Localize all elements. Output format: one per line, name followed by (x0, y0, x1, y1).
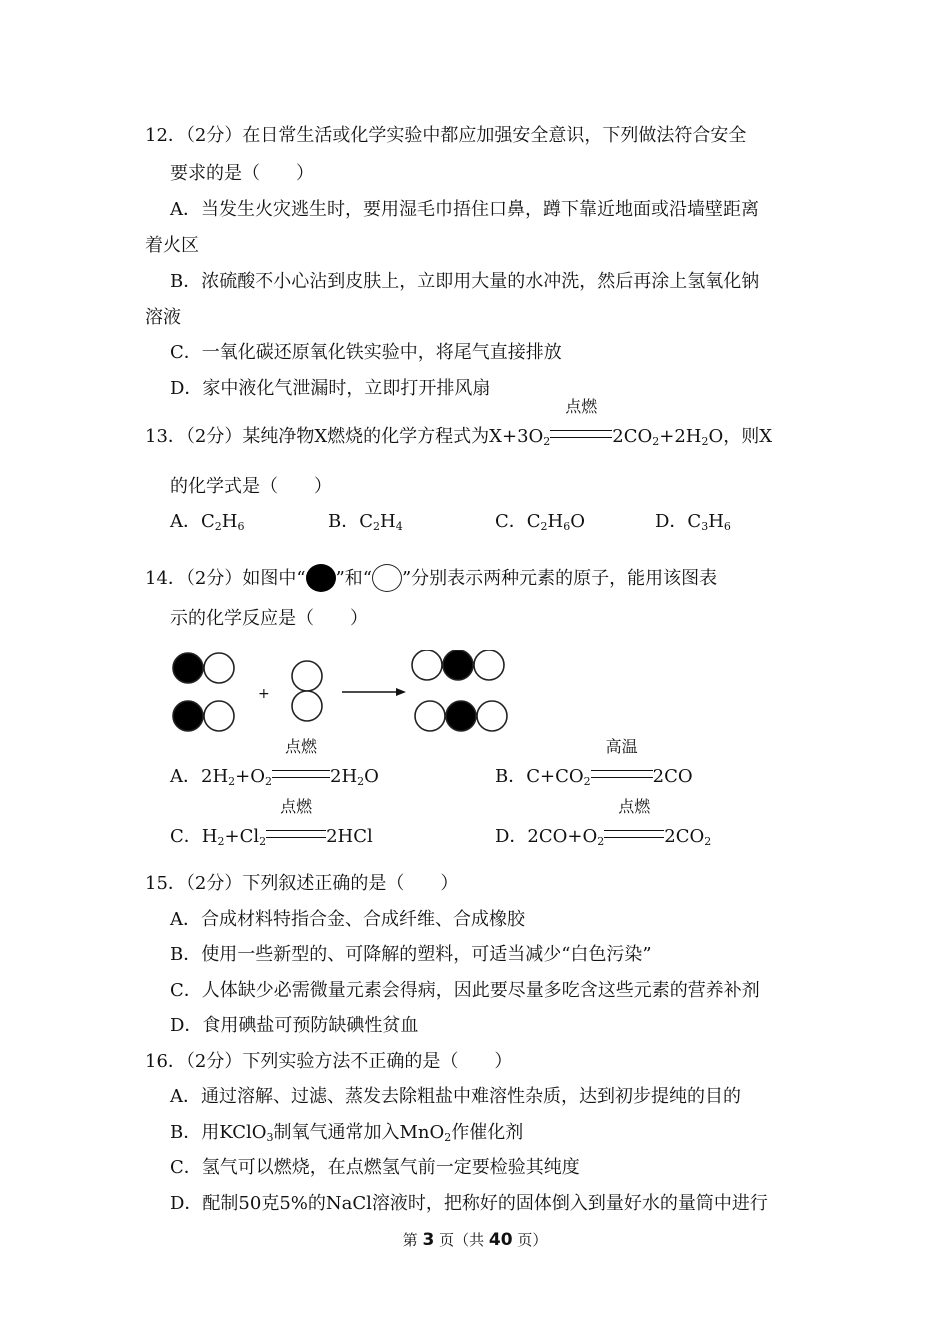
q15-option-b: B．使用一些新型的、可降解的塑料，可适当减少“白色污染” (170, 944, 652, 965)
q14-b-condition: 高温 (591, 765, 653, 789)
q12-option-a-line2: 着火区 (145, 235, 199, 256)
q12-stem-line1: 12．（2分）在日常生活或化学实验中都应加强安全意识，下列做法符合安全 (145, 125, 747, 146)
q12-option-c: C．一氧化碳还原氧化铁实验中，将尾气直接排放 (170, 342, 562, 363)
arrow-head-icon (396, 688, 406, 696)
q13-stem-line1: 13．（2分）某纯净物X燃烧的化学方程式为$X+3O_2$ 点燃 $2CO_2+2H_2O$，则X (145, 397, 773, 448)
q16-option-c: C．氢气可以燃烧，在点燃氢气前一定要检验其纯度 (170, 1157, 580, 1178)
q13-option-d: D．$C_3H_6$ (655, 511, 731, 533)
q16-option-d: D．配制50克5%的NaCl溶液时，把称好的固体倒入到量好水的量筒中进行 (170, 1193, 768, 1214)
q12-option-b-line2: 溶液 (145, 307, 181, 328)
q14-c-condition: 点燃 (266, 825, 326, 849)
q13-stem-pre: 13．（2分）某纯净物X燃烧的化学方程式为X+3O (145, 426, 544, 447)
q12-option-d: D．家中液化气泄漏时，立即打开排风扇 (170, 378, 491, 399)
q12-option-a-line1: A．当发生火灾逃生时，要用湿毛巾捂住口鼻，蹲下靠近地面或沿墙壁距离 (170, 199, 759, 220)
q16-option-a: A．通过溶解、过滤、蒸发去除粗盐中难溶性杂质，达到初步提纯的目的 (170, 1086, 741, 1107)
q14-stem-line1 (145, 564, 717, 592)
q14-d-condition: 点燃 (604, 825, 664, 849)
black-atom-icon (306, 564, 336, 592)
reaction-diagram (168, 650, 528, 740)
q13-option-b: B．$C_2H_4$ (328, 511, 403, 533)
q14-stem-post: ”分别表示两种元素的原子，能用该图表 (401, 568, 718, 589)
product1-right-atom (474, 650, 504, 680)
q13-stem-line2: 的化学式是（ ） (170, 476, 332, 497)
plus-sign: + (258, 686, 270, 702)
total-page-count: 40 (488, 1230, 513, 1250)
reactant2-white-atom (204, 701, 234, 731)
q14-a-condition: 点燃 (272, 765, 330, 789)
page-footer: 第 3 页（共 40 页） (402, 1230, 548, 1250)
q13-reaction-condition (550, 397, 612, 449)
q13-option-a: A．$C_2H_6$ (170, 511, 245, 533)
reactant2-black-atom (173, 701, 203, 731)
q15-option-d: D．食用碘盐可预防缺碘性贫血 (170, 1015, 419, 1036)
q14-stem-pre: 14．（2分）如图中“ (145, 568, 306, 589)
q14-stem-line2: 示的化学反应是（ ） (170, 608, 368, 629)
q14-option-a: A．$2H_2+O_2$ 点燃 $2H_2O$ (170, 737, 379, 788)
product2-left-atom (415, 701, 445, 731)
product2-right-atom (477, 701, 507, 731)
q14-stem-and: ”和“ (335, 568, 372, 589)
q12-stem-line2: 要求的是（ ） (170, 163, 314, 184)
reactant3-top-atom (292, 661, 322, 691)
q15-stem: 15．（2分）下列叙述正确的是（ ） (145, 873, 459, 894)
q12-option-b-line1: B．浓硫酸不小心沾到皮肤上，立即用大量的水冲洗，然后再涂上氢氧化钠 (170, 271, 760, 292)
q14-option-d: D．$2CO+O_2$ 点燃 $2CO_2$ (495, 797, 712, 848)
q16-option-b: B．用KClO$_3$制氧气通常加入MnO$_2$作催化剂 (170, 1122, 524, 1144)
product2-center-atom (446, 701, 476, 731)
q13-condition-text: 点燃 (565, 397, 598, 416)
q13-product-h2o: +2H (659, 426, 702, 447)
q14-option-b: B．$C+CO_2$ 高温 2CO (495, 737, 693, 788)
reactant1-black-atom (173, 653, 203, 683)
q15-option-a: A．合成材料特指合金、合成纤维、合成橡胶 (170, 909, 525, 930)
q14-option-c: C．$H_2+Cl_2$ 点燃 2HCl (170, 797, 373, 848)
q16-stem: 16．（2分）下列实验方法不正确的是（ ） (145, 1051, 513, 1072)
reactant3-bottom-atom (292, 691, 322, 721)
reactant1-white-atom (204, 653, 234, 683)
q13-product-co2: 2CO (612, 426, 653, 447)
white-atom-icon (372, 564, 402, 592)
current-page-number: 3 (422, 1230, 435, 1250)
product1-center-atom (443, 650, 473, 680)
q15-option-c: C．人体缺少必需微量元素会得病，因此要尽量多吃含这些元素的营养补剂 (170, 980, 760, 1001)
product1-left-atom (412, 650, 442, 680)
q13-option-c: C．$C_2H_6O$ (495, 511, 586, 533)
q13-stem-end: O，则X (708, 426, 773, 447)
